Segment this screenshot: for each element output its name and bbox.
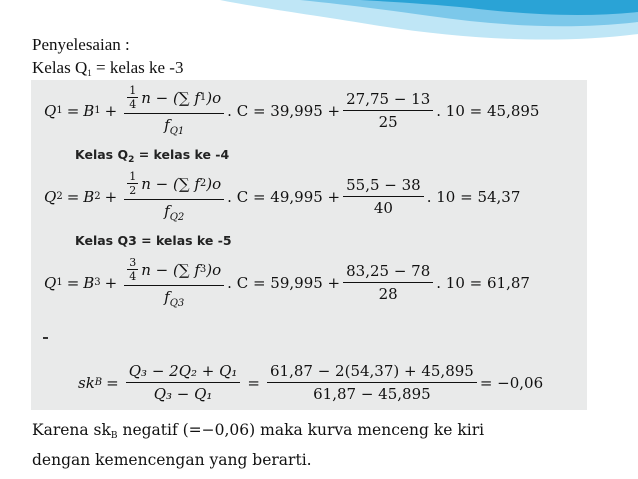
q3-main-fraction: $\frac{3}{4}$ n − (∑ f 3 )o $f_{Q3}$ <box>124 256 224 309</box>
kelas-q3-line: Kelas Q3 = kelas ke -5 <box>75 233 232 248</box>
skb-equation: sk B = $\frac{\text{Q₃ − 2Q₂ + Q₁}}{\text{Q₃ − Q₁}}$ = $\frac{61,87 - 2(54,37) + 45,895}{61,87 - 45,895}$ = −0,06 <box>78 362 544 403</box>
solution-title: Penyelesaian : <box>32 35 130 54</box>
q2-main-fraction: $\frac{1}{2}$ n − (∑ f 2 )o $f_{Q2}$ <box>124 170 224 223</box>
q3-equation: Q 1 = B 3 + $\frac{3}{4}$ n − (∑ f 3 )o $f_{Q3}$ . C = 59,995 + $\frac{83,25 - 78}{28}$ . 10 = 61,87 <box>44 256 530 309</box>
solution-header <box>32 33 183 85</box>
q1-value-fraction: $\frac{27,75 - 13}{25}$ <box>343 90 433 131</box>
conclusion-line-2: dengan kemencengan yang berarti. <box>32 451 312 469</box>
kelas-q2-line: Kelas $Q_2$ = kelas ke -4 <box>75 147 230 165</box>
q3-value-fraction: $\frac{83,25 - 78}{28}$ <box>343 262 433 303</box>
q2-equation: Q 2 = B 2 + $\frac{1}{2}$ n − (∑ f 2 )o $f_{Q2}$ . C = 49,995 + $\frac{55,5 - 38}{40}$ . 10 = 54,37 <box>44 170 521 223</box>
skb-numeric-fraction: $\frac{61,87 - 2(54,37) + 45,895}{61,87 - 45,895}$ <box>267 362 477 403</box>
conclusion-line-1: Karena $sk_B$ negatif (=−0,06) maka kurva menceng ke kiri <box>32 421 485 441</box>
q1-equation: Q 1 = B 1 + $\frac{1}{4}$ n − (∑ f 1 )o $f_{Q1}$ . C = 39,995 + $\frac{27,75 - 13}{25}$ . 10 = 45,895 <box>44 84 540 137</box>
stray-mark <box>43 337 48 339</box>
kelas-q1-line: Kelas $Q_1$ = kelas ke -3 <box>32 58 184 78</box>
q2-value-fraction: $\frac{55,5 - 38}{40}$ <box>343 176 424 217</box>
conclusion-text <box>32 418 484 472</box>
q1-main-fraction: $\frac{1}{4}$ n − (∑ f 1 )o $f_{Q1}$ <box>124 84 224 137</box>
skb-symbolic-fraction: $\frac{\text{Q₃ − 2Q₂ + Q₁}}{\text{Q₃ − Q₁}}$ <box>126 362 241 403</box>
